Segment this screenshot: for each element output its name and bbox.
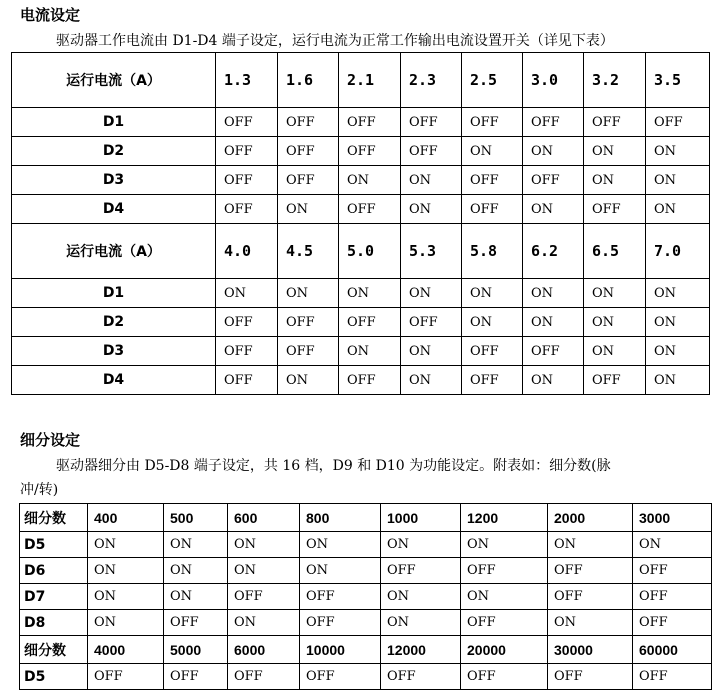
header-value: 2.1 bbox=[339, 53, 401, 108]
row-label: D3 bbox=[12, 166, 216, 195]
switch-state-cell: ON bbox=[381, 610, 461, 636]
header-value: 800 bbox=[300, 504, 381, 532]
row-label: D2 bbox=[12, 137, 216, 166]
switch-state-cell: ON bbox=[164, 558, 228, 584]
switch-state-cell: ON bbox=[216, 279, 278, 308]
switch-state-cell: ON bbox=[401, 337, 462, 366]
switch-state-cell: ON bbox=[339, 279, 401, 308]
switch-state-cell: ON bbox=[278, 279, 339, 308]
header-value: 3.0 bbox=[523, 53, 584, 108]
switch-state-cell: OFF bbox=[584, 366, 646, 395]
header-value: 4.0 bbox=[216, 224, 278, 279]
header-value: 5.3 bbox=[401, 224, 462, 279]
switch-state-cell: ON bbox=[300, 558, 381, 584]
switch-state-cell: OFF bbox=[633, 664, 712, 690]
microstep-description-line1: 驱动器细分由 D5-D8 端子设定，共 16 档，D9 和 D10 为功能设定。附表如：细分数(脉 bbox=[56, 458, 611, 474]
microstep-section-title: 细分设定 bbox=[20, 431, 81, 449]
switch-state-cell: ON bbox=[548, 532, 633, 558]
switch-state-cell: OFF bbox=[548, 664, 633, 690]
switch-state-cell: ON bbox=[278, 195, 339, 224]
switch-state-cell: OFF bbox=[646, 108, 710, 137]
switch-state-cell: OFF bbox=[462, 337, 523, 366]
table-header-row bbox=[12, 224, 710, 279]
switch-state-cell: OFF bbox=[462, 166, 523, 195]
header-value: 1.3 bbox=[216, 53, 278, 108]
switch-state-cell: OFF bbox=[461, 664, 548, 690]
header-value: 60000 bbox=[633, 636, 712, 664]
row-label: D1 bbox=[12, 108, 216, 137]
switch-state-cell: OFF bbox=[401, 137, 462, 166]
switch-state-cell: OFF bbox=[300, 664, 381, 690]
header-value: 12000 bbox=[381, 636, 461, 664]
switch-state-cell: ON bbox=[646, 195, 710, 224]
header-value: 3.2 bbox=[584, 53, 646, 108]
switch-state-cell: OFF bbox=[633, 584, 712, 610]
switch-state-cell: ON bbox=[646, 137, 710, 166]
row-label: D4 bbox=[12, 195, 216, 224]
switch-state-cell: ON bbox=[584, 308, 646, 337]
switch-state-cell: OFF bbox=[339, 366, 401, 395]
header-value: 5000 bbox=[164, 636, 228, 664]
switch-state-cell: OFF bbox=[278, 308, 339, 337]
switch-state-cell: OFF bbox=[461, 558, 548, 584]
switch-state-cell: OFF bbox=[88, 664, 164, 690]
switch-state-cell: OFF bbox=[339, 195, 401, 224]
table-row bbox=[20, 558, 712, 584]
switch-state-cell: ON bbox=[228, 532, 300, 558]
header-value: 600 bbox=[228, 504, 300, 532]
switch-state-cell: OFF bbox=[339, 308, 401, 337]
switch-state-cell: ON bbox=[88, 584, 164, 610]
table-row bbox=[12, 108, 710, 137]
switch-state-cell: ON bbox=[462, 137, 523, 166]
switch-state-cell: OFF bbox=[461, 610, 548, 636]
switch-state-cell: OFF bbox=[339, 137, 401, 166]
switch-state-cell: OFF bbox=[278, 337, 339, 366]
switch-state-cell: OFF bbox=[216, 137, 278, 166]
header-value: 6.5 bbox=[584, 224, 646, 279]
switch-state-cell: OFF bbox=[381, 664, 461, 690]
header-value: 6.2 bbox=[523, 224, 584, 279]
switch-state-cell: OFF bbox=[584, 195, 646, 224]
switch-state-cell: ON bbox=[646, 308, 710, 337]
switch-state-cell: ON bbox=[339, 166, 401, 195]
current-table bbox=[11, 52, 710, 395]
table-header-row bbox=[12, 53, 710, 108]
header-value: 3.5 bbox=[646, 53, 710, 108]
header-label: 细分数 bbox=[20, 636, 88, 664]
switch-state-cell: ON bbox=[461, 532, 548, 558]
switch-state-cell: OFF bbox=[164, 610, 228, 636]
switch-state-cell: OFF bbox=[523, 166, 584, 195]
switch-state-cell: OFF bbox=[228, 584, 300, 610]
switch-state-cell: OFF bbox=[462, 366, 523, 395]
switch-state-cell: ON bbox=[381, 584, 461, 610]
switch-state-cell: ON bbox=[584, 137, 646, 166]
switch-state-cell: OFF bbox=[462, 195, 523, 224]
row-label: D2 bbox=[12, 308, 216, 337]
table-row bbox=[20, 584, 712, 610]
switch-state-cell: ON bbox=[401, 366, 462, 395]
switch-state-cell: OFF bbox=[216, 108, 278, 137]
switch-state-cell: ON bbox=[401, 195, 462, 224]
switch-state-cell: OFF bbox=[216, 308, 278, 337]
switch-state-cell: OFF bbox=[339, 108, 401, 137]
switch-state-cell: ON bbox=[462, 279, 523, 308]
header-value: 2000 bbox=[548, 504, 633, 532]
switch-state-cell: OFF bbox=[228, 664, 300, 690]
switch-state-cell: ON bbox=[646, 366, 710, 395]
header-value: 2.5 bbox=[462, 53, 523, 108]
switch-state-cell: OFF bbox=[401, 108, 462, 137]
switch-state-cell: ON bbox=[228, 558, 300, 584]
switch-state-cell: OFF bbox=[216, 337, 278, 366]
switch-state-cell: ON bbox=[300, 532, 381, 558]
row-label: D7 bbox=[20, 584, 88, 610]
row-label: D1 bbox=[12, 279, 216, 308]
header-value: 5.0 bbox=[339, 224, 401, 279]
switch-state-cell: OFF bbox=[278, 108, 339, 137]
switch-state-cell: OFF bbox=[584, 108, 646, 137]
table-row bbox=[12, 137, 710, 166]
switch-state-cell: ON bbox=[461, 584, 548, 610]
switch-state-cell: OFF bbox=[523, 108, 584, 137]
header-value: 500 bbox=[164, 504, 228, 532]
switch-state-cell: OFF bbox=[300, 610, 381, 636]
switch-state-cell: ON bbox=[633, 532, 712, 558]
microstep-description-line2: 冲/转) bbox=[20, 482, 59, 498]
switch-state-cell: OFF bbox=[216, 166, 278, 195]
table-row bbox=[12, 308, 710, 337]
table-header-row bbox=[20, 636, 712, 664]
switch-state-cell: OFF bbox=[278, 166, 339, 195]
header-value: 1200 bbox=[461, 504, 548, 532]
table-row bbox=[20, 610, 712, 636]
table-row bbox=[12, 195, 710, 224]
header-value: 7.0 bbox=[646, 224, 710, 279]
switch-state-cell: ON bbox=[646, 279, 710, 308]
table-row bbox=[12, 366, 710, 395]
switch-state-cell: OFF bbox=[633, 558, 712, 584]
table-row bbox=[20, 532, 712, 558]
current-description: 驱动器工作电流由 D1-D4 端子设定，运行电流为正常工作输出电流设置开关（详见下表） bbox=[56, 33, 614, 49]
header-label: 运行电流（A） bbox=[12, 224, 216, 279]
header-value: 30000 bbox=[548, 636, 633, 664]
header-value: 4000 bbox=[88, 636, 164, 664]
switch-state-cell: OFF bbox=[401, 308, 462, 337]
header-value: 10000 bbox=[300, 636, 381, 664]
switch-state-cell: ON bbox=[88, 558, 164, 584]
switch-state-cell: OFF bbox=[300, 584, 381, 610]
switch-state-cell: OFF bbox=[278, 137, 339, 166]
header-value: 2.3 bbox=[401, 53, 462, 108]
header-value: 1000 bbox=[381, 504, 461, 532]
switch-state-cell: OFF bbox=[548, 558, 633, 584]
microstep-table bbox=[19, 503, 712, 690]
switch-state-cell: OFF bbox=[164, 664, 228, 690]
header-value: 4.5 bbox=[278, 224, 339, 279]
switch-state-cell: ON bbox=[548, 610, 633, 636]
switch-state-cell: ON bbox=[381, 532, 461, 558]
switch-state-cell: ON bbox=[523, 308, 584, 337]
header-value: 400 bbox=[88, 504, 164, 532]
table-row bbox=[20, 664, 712, 690]
table-row bbox=[12, 279, 710, 308]
switch-state-cell: ON bbox=[462, 308, 523, 337]
switch-state-cell: ON bbox=[523, 366, 584, 395]
row-label: D4 bbox=[12, 366, 216, 395]
switch-state-cell: OFF bbox=[216, 195, 278, 224]
switch-state-cell: ON bbox=[646, 166, 710, 195]
row-label: D5 bbox=[20, 532, 88, 558]
header-value: 6000 bbox=[228, 636, 300, 664]
switch-state-cell: ON bbox=[339, 337, 401, 366]
switch-state-cell: ON bbox=[584, 166, 646, 195]
switch-state-cell: ON bbox=[228, 610, 300, 636]
switch-state-cell: OFF bbox=[548, 584, 633, 610]
table-header-row bbox=[20, 504, 712, 532]
switch-state-cell: ON bbox=[523, 137, 584, 166]
switch-state-cell: ON bbox=[278, 366, 339, 395]
switch-state-cell: OFF bbox=[381, 558, 461, 584]
row-label: D6 bbox=[20, 558, 88, 584]
header-value: 5.8 bbox=[462, 224, 523, 279]
switch-state-cell: ON bbox=[401, 279, 462, 308]
row-label: D5 bbox=[20, 664, 88, 690]
switch-state-cell: ON bbox=[88, 610, 164, 636]
switch-state-cell: OFF bbox=[216, 366, 278, 395]
switch-state-cell: ON bbox=[164, 532, 228, 558]
switch-state-cell: ON bbox=[584, 337, 646, 366]
switch-state-cell: ON bbox=[401, 166, 462, 195]
header-label: 运行电流（A） bbox=[12, 53, 216, 108]
switch-state-cell: ON bbox=[523, 279, 584, 308]
row-label: D8 bbox=[20, 610, 88, 636]
switch-state-cell: ON bbox=[164, 584, 228, 610]
header-value: 1.6 bbox=[278, 53, 339, 108]
table-row bbox=[12, 337, 710, 366]
switch-state-cell: OFF bbox=[462, 108, 523, 137]
header-label: 细分数 bbox=[20, 504, 88, 532]
table-row bbox=[12, 166, 710, 195]
header-value: 3000 bbox=[633, 504, 712, 532]
current-section-title: 电流设定 bbox=[20, 6, 81, 24]
row-label: D3 bbox=[12, 337, 216, 366]
switch-state-cell: ON bbox=[523, 195, 584, 224]
switch-state-cell: ON bbox=[88, 532, 164, 558]
header-value: 20000 bbox=[461, 636, 548, 664]
switch-state-cell: ON bbox=[646, 337, 710, 366]
switch-state-cell: OFF bbox=[633, 610, 712, 636]
switch-state-cell: ON bbox=[584, 279, 646, 308]
switch-state-cell: OFF bbox=[523, 337, 584, 366]
